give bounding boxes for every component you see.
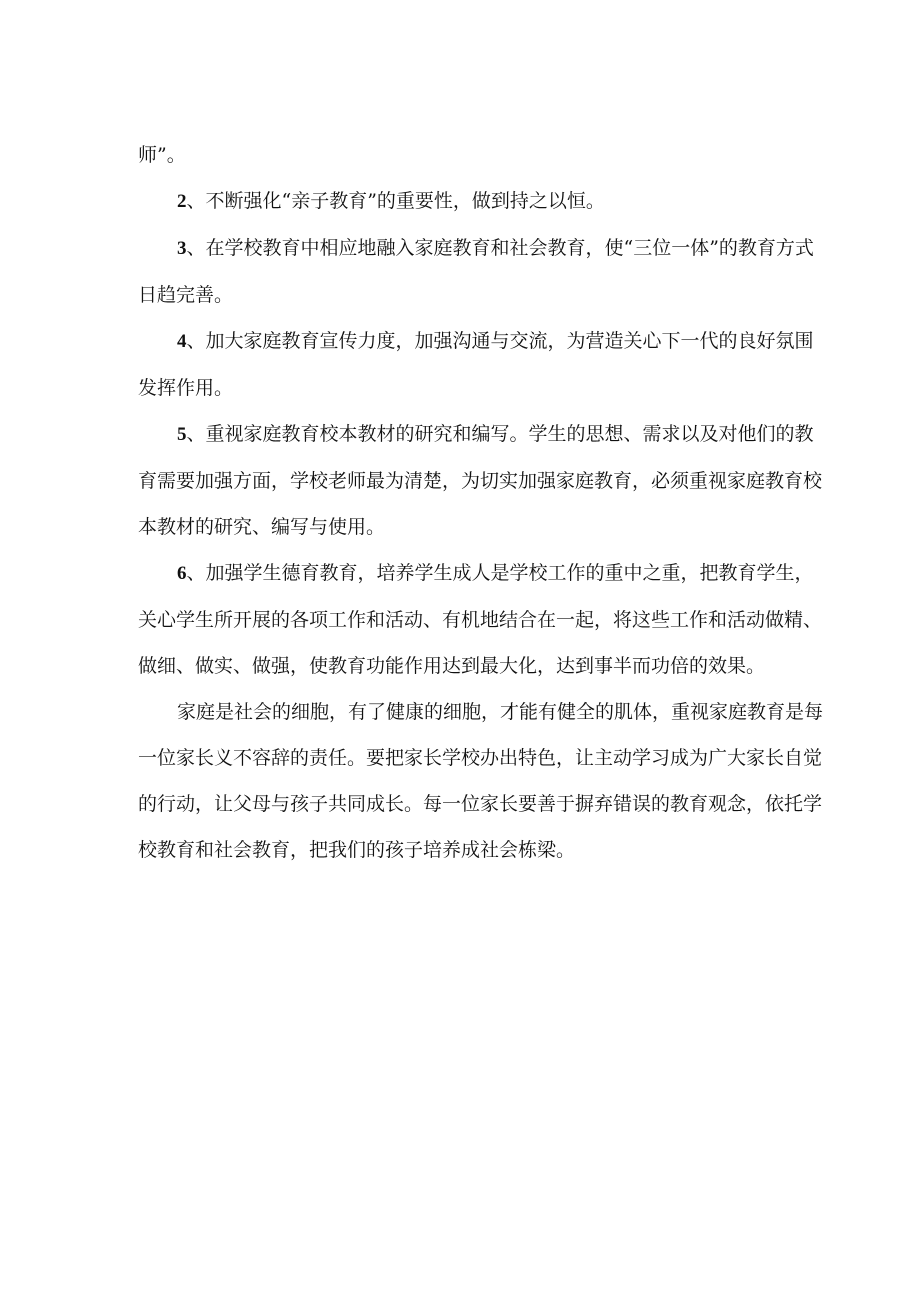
paragraph-text: 、不断强化“亲子教育”的重要性，做到持之以恒。 bbox=[186, 190, 605, 212]
paragraph-conclusion bbox=[138, 689, 828, 873]
paragraph-item-2 bbox=[138, 178, 828, 225]
paragraph-continuation bbox=[138, 132, 828, 178]
paragraph-number: 6 bbox=[177, 563, 187, 584]
paragraph-number: 4 bbox=[177, 331, 187, 352]
paragraph-item-3 bbox=[138, 225, 828, 318]
document-body bbox=[138, 132, 828, 873]
paragraph-text: 家庭是社会的细胞，有了健康的细胞，才能有健全的肌体，重视家庭教育是每一位家长义不容辞的责任。要把家长学校办出特色，让主动学习成为广大家长自觉的行动，让父母与孩子共同成长。每一位家长要善于摒弃错误的教育观念，依托学校教育和社会教育，把我们的孩子培养成社会栋梁。 bbox=[138, 701, 824, 861]
paragraph-text: 、在学校教育中相应地融入家庭教育和社会教育，使“三位一体”的教育方式日趋完善。 bbox=[138, 237, 814, 306]
paragraph-number: 2 bbox=[177, 191, 187, 212]
paragraph-number: 5 bbox=[177, 424, 187, 445]
paragraph-text: 师”。 bbox=[138, 144, 186, 166]
paragraph-text: 、加大家庭教育宣传力度，加强沟通与交流，为营造关心下一代的良好氛围发挥作用。 bbox=[138, 330, 814, 399]
paragraph-number: 3 bbox=[177, 238, 187, 259]
paragraph-text: 、重视家庭教育校本教材的研究和编写。学生的思想、需求以及对他们的教育需要加强方面，学校老师最为清楚，为切实加强家庭教育，必须重视家庭教育校本教材的研究、编写与使用。 bbox=[138, 423, 823, 538]
paragraph-item-4 bbox=[138, 318, 828, 411]
paragraph-item-5 bbox=[138, 411, 828, 550]
paragraph-item-6 bbox=[138, 550, 828, 689]
paragraph-text: 、加强学生德育教育，培养学生成人是学校工作的重中之重，把教育学生，关心学生所开展的各项工作和活动、有机地结合在一起，将这些工作和活动做精、做细、做实、做强，使教育功能作用达到最大化，达到事半而功倍的效果。 bbox=[138, 562, 823, 677]
